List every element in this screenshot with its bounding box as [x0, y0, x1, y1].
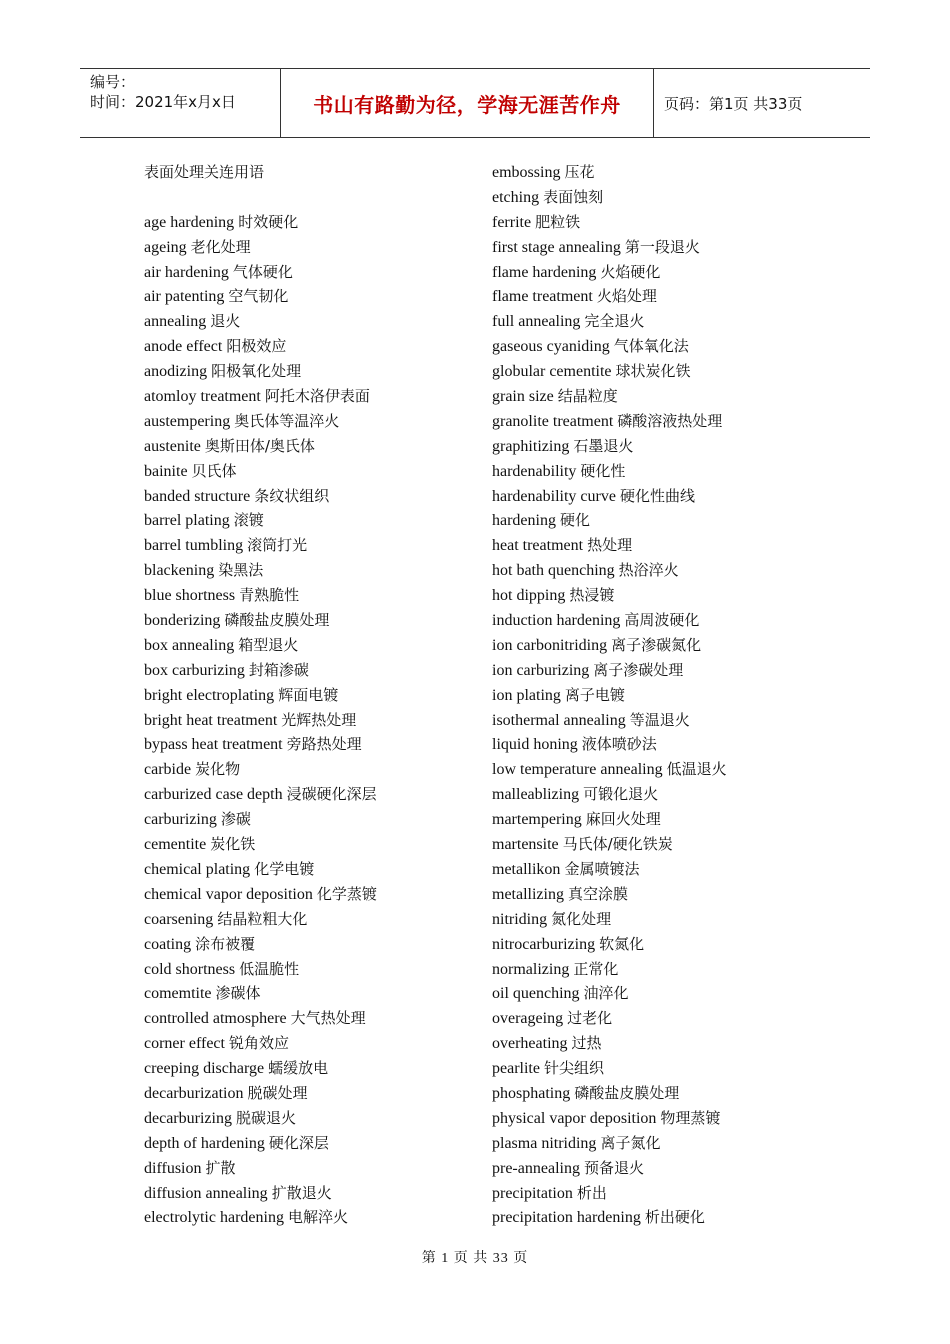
term-english: globular cementite: [492, 363, 612, 381]
glossary-entry: [144, 807, 474, 832]
term-english: precipitation: [492, 1184, 573, 1202]
glossary-entry: [144, 932, 474, 957]
glossary-entry: [492, 981, 852, 1006]
term-english: banded structure: [144, 487, 251, 505]
term-chinese: 离子电镀: [564, 685, 625, 704]
glossary-entry: [492, 807, 852, 832]
term-chinese: 离子氮化: [600, 1133, 661, 1152]
term-english: embossing: [492, 164, 561, 181]
term-chinese: 火焰处理: [596, 287, 657, 306]
glossary-entry: [144, 1156, 474, 1181]
glossary-entry: [492, 384, 852, 409]
glossary-entry: [144, 558, 474, 583]
term-chinese: 渗碳体: [215, 984, 261, 1003]
term-chinese: 离子渗碳氮化: [611, 635, 702, 654]
term-chinese: 表面蚀刻: [543, 187, 604, 206]
term-chinese: 磷酸盐皮膜处理: [574, 1083, 680, 1102]
term-english: barrel tumbling: [144, 537, 244, 555]
term-english: austempering: [144, 412, 231, 430]
term-chinese: 物理蒸镀: [660, 1108, 721, 1127]
term-english: blackening: [144, 562, 215, 580]
right-term-list: [492, 160, 852, 1230]
term-english: coarsening: [144, 910, 214, 928]
glossary-entry: [144, 907, 474, 932]
term-english: creeping discharge: [144, 1060, 265, 1078]
term-english: grain size: [492, 388, 554, 406]
term-english: nitrocarburizing: [492, 935, 596, 953]
term-english: blue shortness: [144, 587, 236, 605]
term-chinese: 阳极氧化处理: [211, 362, 302, 381]
term-english: full annealing: [492, 313, 581, 331]
glossary-entry: [492, 882, 852, 907]
glossary-entry: [144, 757, 474, 782]
term-chinese: 真空涂膜: [567, 884, 628, 903]
term-english: liquid honing: [492, 736, 578, 754]
glossary-entry: [144, 508, 474, 533]
term-chinese: 热浴淬火: [618, 561, 679, 580]
glossary-entry: [144, 633, 474, 658]
glossary-entry: [492, 508, 852, 533]
term-chinese: 第一段退火: [624, 237, 700, 256]
term-chinese: 结晶粒粗大化: [217, 909, 308, 928]
glossary-entry: [144, 1131, 474, 1156]
term-english: bright electroplating: [144, 686, 275, 704]
glossary-entry: [492, 732, 852, 757]
term-english: anode effect: [144, 338, 223, 356]
term-chinese: 蠕缓放电: [268, 1059, 329, 1078]
glossary-entry: [492, 957, 852, 982]
term-chinese: 正常化: [573, 959, 619, 978]
term-english: graphitizing: [492, 437, 570, 455]
term-chinese: 大气热处理: [290, 1009, 366, 1028]
term-english: metallizing: [492, 885, 564, 903]
glossary-entry: [492, 409, 852, 434]
glossary-entry: [492, 907, 852, 932]
glossary-entry: [492, 1131, 852, 1156]
term-chinese: 奥氏体等温淬火: [234, 411, 340, 430]
term-chinese: 阿托木洛伊表面: [264, 387, 370, 406]
glossary-entry: [492, 533, 852, 558]
term-chinese: 老化处理: [190, 237, 251, 256]
term-english: hot bath quenching: [492, 562, 615, 580]
term-chinese: 扩散: [205, 1158, 236, 1177]
glossary-entry: [492, 284, 852, 309]
glossary-entry: [144, 857, 474, 882]
term-english: box annealing: [144, 636, 235, 654]
glossary-entry: [144, 359, 474, 384]
term-chinese: 锐角效应: [228, 1034, 289, 1053]
term-english: air hardening: [144, 263, 229, 281]
term-english: box carburizing: [144, 661, 245, 679]
glossary-entry: [492, 782, 852, 807]
page-footer: 第 1 页 共 33 页: [421, 1251, 529, 1266]
term-english: martensite: [492, 836, 559, 854]
glossary-entry: [492, 1031, 852, 1056]
term-chinese: 等温退火: [629, 710, 690, 729]
term-english: hot dipping: [492, 587, 566, 605]
glossary-entry: [144, 1081, 474, 1106]
term-chinese: 马氏体/硬化铁炭: [562, 835, 673, 854]
term-chinese: 球状炭化铁: [615, 362, 691, 381]
term-english: martempering: [492, 811, 582, 829]
glossary-entry: [492, 1056, 852, 1081]
glossary-entry: [492, 583, 852, 608]
glossary-entry: [492, 1081, 852, 1106]
term-english: hardenability: [492, 462, 577, 480]
glossary-entry: [144, 484, 474, 509]
term-english: hardenability curve: [492, 487, 616, 505]
term-chinese: 滚筒打光: [247, 536, 308, 555]
motto-text: 书山有路勤为径，学海无涯苦作舟: [313, 93, 621, 117]
term-chinese: 低温退火: [666, 760, 727, 779]
term-chinese: 空气韧化: [228, 287, 289, 306]
term-chinese: 过热: [571, 1034, 602, 1053]
term-english: chemical plating: [144, 860, 251, 878]
glossary-entry: [492, 160, 852, 185]
glossary-entry: [492, 857, 852, 882]
glossary-entry: [144, 260, 474, 285]
term-english: barrel plating: [144, 512, 230, 530]
term-chinese: 箱型退火: [238, 635, 299, 654]
term-chinese: 滚镀: [233, 511, 264, 530]
term-english: carburizing: [144, 811, 217, 829]
term-english: induction hardening: [492, 612, 621, 630]
term-english: metallikon: [492, 860, 561, 878]
term-english: comemtite: [144, 985, 212, 1003]
term-chinese: 氮化处理: [551, 909, 612, 928]
glossary-entry: [144, 782, 474, 807]
glossary-entry: [144, 708, 474, 733]
term-english: gaseous cyaniding: [492, 338, 610, 356]
glossary-entry: [144, 284, 474, 309]
term-english: age hardening: [144, 213, 235, 231]
term-english: first stage annealing: [492, 238, 621, 256]
term-english: controlled atmosphere: [144, 1010, 287, 1028]
term-english: plasma nitriding: [492, 1134, 597, 1152]
term-chinese: 炭化物: [195, 760, 241, 779]
term-chinese: 硬化深层: [268, 1133, 329, 1152]
term-english: cementite: [144, 836, 207, 854]
term-chinese: 离子渗碳处理: [593, 660, 684, 679]
glossary-entry: [492, 1181, 852, 1206]
term-english: overageing: [492, 1010, 564, 1028]
term-chinese: 化学蒸镀: [316, 884, 377, 903]
term-english: austenite: [144, 437, 201, 455]
term-chinese: 浸碳硬化深层: [286, 785, 377, 804]
glossary-entry: [144, 1006, 474, 1031]
term-english: ion carburizing: [492, 661, 590, 679]
term-chinese: 辉面电镀: [278, 685, 339, 704]
term-chinese: 时效硬化: [238, 212, 299, 231]
term-chinese: 低温脆性: [239, 959, 300, 978]
header-motto-cell: [281, 69, 654, 137]
glossary-entry: [144, 309, 474, 334]
glossary-entry: [144, 1181, 474, 1206]
glossary-entry: [492, 683, 852, 708]
term-chinese: 阳极效应: [226, 337, 287, 356]
term-chinese: 液体喷砂法: [581, 735, 657, 754]
glossary-right-column: [492, 160, 852, 1230]
term-english: coating: [144, 935, 192, 953]
glossary-entry: [492, 708, 852, 733]
glossary-entry: [144, 957, 474, 982]
term-english: ageing: [144, 238, 187, 256]
term-chinese: 压花: [564, 163, 595, 181]
glossary-entry: [492, 558, 852, 583]
term-english: ion carbonitriding: [492, 636, 608, 654]
glossary-entry: [144, 1205, 474, 1230]
term-english: normalizing: [492, 960, 570, 978]
term-chinese: 扩散退火: [271, 1183, 332, 1202]
term-chinese: 高周波硬化: [624, 611, 700, 630]
glossary-entry: [144, 658, 474, 683]
term-chinese: 退火: [210, 312, 241, 331]
term-chinese: 青熟脆性: [239, 586, 300, 605]
term-chinese: 硬化: [559, 511, 590, 530]
glossary-entry: [144, 981, 474, 1006]
term-chinese: 硬化性曲线: [619, 486, 695, 505]
term-english: carburized case depth: [144, 786, 283, 804]
term-english: atomloy treatment: [144, 388, 261, 406]
glossary-entry: [492, 359, 852, 384]
term-chinese: 软氮化: [599, 934, 645, 953]
term-english: bypass heat treatment: [144, 736, 283, 754]
term-chinese: 麻回火处理: [585, 810, 661, 829]
glossary-entry: [492, 260, 852, 285]
glossary-entry: [144, 409, 474, 434]
header-info-cell: [80, 69, 281, 137]
term-english: phosphating: [492, 1084, 571, 1102]
term-english: ferrite: [492, 213, 532, 231]
glossary-entry: [144, 608, 474, 633]
term-english: bainite: [144, 462, 188, 480]
term-chinese: 肥粒铁: [535, 212, 581, 231]
glossary-entry: [492, 757, 852, 782]
term-english: chemical vapor deposition: [144, 885, 313, 903]
term-english: carbide: [144, 761, 192, 779]
term-chinese: 染黑法: [218, 561, 264, 580]
glossary-entry: [144, 1056, 474, 1081]
glossary-entry: [492, 633, 852, 658]
term-chinese: 涂布被覆: [195, 934, 256, 953]
glossary-entry: [492, 185, 852, 210]
glossary-entry: [492, 658, 852, 683]
glossary-entry: [492, 1006, 852, 1031]
term-chinese: 脱碳处理: [247, 1083, 308, 1102]
term-english: cold shortness: [144, 960, 236, 978]
term-english: nitriding: [492, 910, 548, 928]
term-chinese: 析出硬化: [644, 1208, 705, 1227]
term-chinese: 针尖组织: [543, 1059, 604, 1078]
glossary-entry: [492, 484, 852, 509]
glossary-entry: [492, 932, 852, 957]
page-code: 页码：第1页 共33页: [664, 95, 803, 113]
term-chinese: 化学电镀: [254, 859, 315, 878]
glossary-entry: [492, 235, 852, 260]
term-chinese: 渗碳: [220, 810, 251, 829]
term-english: low temperature annealing: [492, 761, 663, 779]
term-chinese: 炭化铁: [210, 835, 256, 854]
term-chinese: 油淬化: [583, 984, 629, 1003]
glossary-entry: [492, 210, 852, 235]
term-chinese: 磷酸盐皮膜处理: [224, 611, 330, 630]
term-english: isothermal annealing: [492, 711, 626, 729]
term-english: pre-annealing: [492, 1159, 580, 1177]
glossary-entry: [144, 235, 474, 260]
term-chinese: 光辉热处理: [281, 710, 357, 729]
glossary-entry: [144, 384, 474, 409]
term-chinese: 硬化性: [580, 461, 626, 480]
term-english: pearlite: [492, 1060, 540, 1078]
term-english: corner effect: [144, 1035, 225, 1053]
term-english: diffusion: [144, 1159, 202, 1177]
glossary-entry: [492, 1205, 852, 1230]
term-english: air patenting: [144, 288, 225, 306]
page-header: [80, 68, 870, 138]
title-spacer: [144, 185, 474, 210]
term-english: hardening: [492, 512, 556, 530]
term-english: precipitation hardening: [492, 1209, 641, 1227]
glossary-entry: [144, 1031, 474, 1056]
term-chinese: 条纹状组织: [254, 486, 330, 505]
term-english: flame treatment: [492, 288, 593, 306]
glossary-entry: [492, 832, 852, 857]
term-english: bonderizing: [144, 612, 221, 630]
term-english: electrolytic hardening: [144, 1209, 284, 1227]
glossary-entry: [144, 732, 474, 757]
glossary-entry: [144, 210, 474, 235]
term-chinese: 奥斯田体/奥氏体: [204, 436, 315, 455]
glossary-entry: [492, 334, 852, 359]
term-chinese: 旁路热处理: [286, 735, 362, 754]
glossary-entry: [144, 683, 474, 708]
term-chinese: 可锻化退火: [583, 785, 659, 804]
term-chinese: 磷酸溶液热处理: [617, 411, 723, 430]
term-chinese: 热浸镀: [569, 586, 615, 605]
glossary-entry: [144, 533, 474, 558]
term-chinese: 封箱渗碳: [248, 660, 309, 679]
term-english: granolite treatment: [492, 412, 614, 430]
glossary-entry: [492, 608, 852, 633]
term-english: anodizing: [144, 363, 208, 381]
glossary-entry: [144, 1106, 474, 1131]
glossary-entry: [144, 832, 474, 857]
glossary-entry: [144, 459, 474, 484]
document-date-label: 时间：2021年x月x日: [90, 93, 236, 111]
term-english: decarburizing: [144, 1109, 232, 1127]
term-english: depth of hardening: [144, 1134, 265, 1152]
glossary-entry: [492, 1106, 852, 1131]
glossary-entry: [492, 309, 852, 334]
term-chinese: 石墨退火: [573, 436, 634, 455]
glossary-entry: [144, 583, 474, 608]
term-english: flame hardening: [492, 263, 597, 281]
term-english: bright heat treatment: [144, 711, 278, 729]
term-chinese: 预备退火: [583, 1158, 644, 1177]
glossary-entry: [492, 459, 852, 484]
glossary-entry: [144, 882, 474, 907]
left-term-list: [144, 210, 474, 1231]
term-english: heat treatment: [492, 537, 584, 555]
glossary-entry: [492, 434, 852, 459]
term-english: malleablizing: [492, 786, 580, 804]
glossary-entry: [144, 334, 474, 359]
term-chinese: 贝氏体: [191, 461, 237, 480]
term-chinese: 完全退火: [584, 312, 645, 331]
term-chinese: 析出: [576, 1183, 607, 1202]
glossary-left-column: [144, 160, 474, 1230]
term-chinese: 结晶粒度: [557, 387, 618, 406]
term-chinese: 火焰硬化: [600, 262, 661, 281]
term-chinese: 气体氧化法: [613, 337, 689, 356]
term-english: etching: [492, 188, 540, 206]
term-chinese: 金属喷镀法: [564, 859, 640, 878]
term-chinese: 电解淬火: [287, 1208, 348, 1227]
term-english: annealing: [144, 313, 207, 331]
term-english: physical vapor deposition: [492, 1109, 657, 1127]
glossary-entry: [144, 434, 474, 459]
term-english: decarburization: [144, 1084, 244, 1102]
term-english: diffusion annealing: [144, 1184, 268, 1202]
term-chinese: 气体硬化: [232, 262, 293, 281]
term-english: oil quenching: [492, 985, 580, 1003]
term-chinese: 过老化: [567, 1009, 613, 1028]
document-title: 表面处理关连用语: [144, 163, 265, 181]
term-english: ion plating: [492, 686, 561, 704]
glossary-entry: [492, 1156, 852, 1181]
term-chinese: 脱碳退火: [235, 1108, 296, 1127]
header-page-cell: [654, 69, 870, 137]
term-chinese: 热处理: [587, 536, 633, 555]
term-english: overheating: [492, 1035, 568, 1053]
document-number-label: 编号：: [90, 73, 136, 91]
